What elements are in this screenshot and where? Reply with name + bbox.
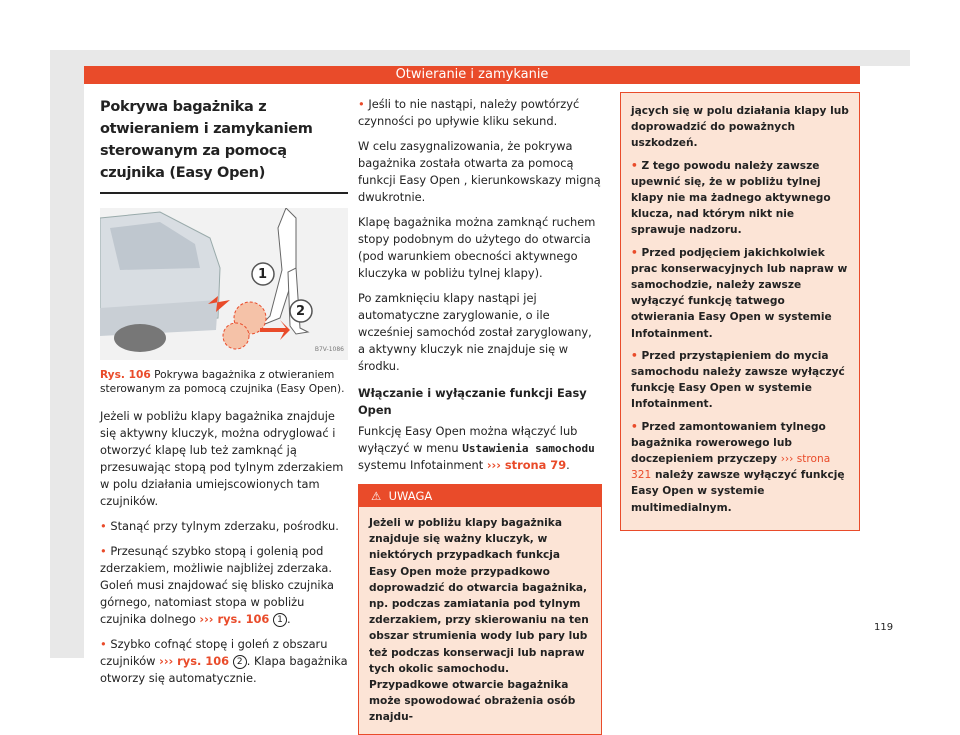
bullet-dot: • [631,246,638,259]
warning-continuation [620,92,860,531]
bullet-dot: • [631,159,638,172]
warning-box [358,484,602,735]
list-item [100,636,348,687]
callout-number: 1 [273,613,287,627]
list-item-text: . Klapa bagażnika otworzy się automatycznie. [100,654,348,685]
callout-number: 2 [233,655,247,669]
warning-list-item [631,348,849,413]
column-1 [100,96,348,695]
paragraph: Klapę bagażnika można zamknąć ruchem stopy podobnym do użytego do otwarcia (pod warunkiem obecności aktywnego kluczyka w pobliżu tylnej klapy). [358,215,596,280]
warning-list-text: należy zawsze wyłączyć funkcję Easy Open w systemie multimedialnym. [631,469,845,514]
paragraph-text: Funkcję Easy Open można włączyć lub wyłączyć w menu [358,424,578,455]
chapter-header: Otwieranie i zamykanie [84,66,860,84]
warning-text: Jeżeli w pobliżu klapy bagażnika znajduje się ważny kluczyk, w niektórych przypadkach funkcja Easy Open może przypadkowo doprowadzić do otwarcia bagażnika, np. podczas zamiatania pod tylnym zderzakiem, przy skierowaniu na ten obszar strumienia wody lub pary lub też podczas konserwacji lub napraw tych okolic samochodu. Przypadkowe otwarcie bagażnika może spowodować obrażenia osób znajdu- [359,507,601,734]
list-item-text: Stanąć przy tylnym zderzaku, pośrodku. [110,519,339,533]
intro-paragraph: Jeżeli w pobliżu klapy bagażnika znajduje się aktywny kluczyk, można odryglować i otworzyć klapę lub też zamknąć ją przesuwając stopą pod tylnym zderzakiem w polu działania umiejscowionych tam czujników. [100,409,344,508]
paragraph: W celu zasygnalizowania, że pokrywa bagażnika została otwarta za pomocą funkcji Easy Open , kierunkowskazy migną dwukrotnie. [358,139,601,204]
figure-reference-link[interactable]: ››› rys. 106 [199,612,270,626]
figure-caption-label: Rys. 106 [100,369,151,381]
figure-caption-text: Pokrywa bagażnika z otwieraniem sterowanym za pomocą czujnika (Easy Open). [100,369,345,395]
list-item [100,518,348,535]
list-item-text: Przesunąć szybko stopą i golenią pod zderzakiem, możliwie najbliżej zderzaka. Goleń musi znajdować się blisko czujnika górnego, natomiast stopa w pobliżu czujnika dolnego [100,544,334,626]
bullet-dot: • [358,97,365,111]
warning-icon: ⚠ [371,489,382,503]
bullet-dot: • [100,519,107,533]
subheading: Włączanie i wyłączanie funkcji Easy Open [358,386,587,417]
car-trunk-illustration [100,208,348,360]
warning-list-text: Przed podjęciem jakichkolwiek prac konserwacyjnych lub napraw w samochodzie, należy zawsze wyłączyć funkcję tatwego otwierania Easy Open w systemie Infotainment. [631,246,848,340]
callout-2-label: 2 [296,304,306,319]
bullet-dot: • [100,637,107,651]
figure-illustration [100,208,348,360]
warning-list-text: Przed przystąpieniem do mycia samochodu należy zawsze wyłączyć funkcję Easy Open w systemie Infotainment. [631,349,845,411]
list-item-text: Szybko cofnąć stopę i goleń z obszaru czujników [100,637,328,668]
warning-list-text: Z tego powodu należy zawsze upewnić się, że w pobliżu tylnej klapy nie ma żadnego aktywnego klucza, nad którym nikt nie sprawuje nadzoru. [631,159,831,237]
paragraph: Po zamknięciu klapy nastąpi jej automatyczne zaryglowanie, o ile wcześniej samochód został zaryglowany, a aktywny kluczyk nie znajduje się w środku. [358,291,592,373]
bullet-dot: • [631,349,638,362]
figure-caption [100,368,348,396]
bullet-dot: • [631,420,638,433]
section-title: Pokrywa bagażnika z otwieraniem i zamykaniem sterowanym za pomocą czujnika (Easy Open) [100,99,313,181]
bullet-dot: • [100,544,107,558]
column-2 [358,96,602,735]
warning-paragraph: jących się w polu działania klapy lub doprowadzić do poważnych uszkodzeń. [631,105,849,150]
paragraph [358,423,602,474]
page-number: 119 [874,622,894,633]
list-item [358,96,602,130]
warning-title: UWAGA [388,489,433,503]
warning-list-item [631,419,849,516]
warning-list-text: Przed zamontowaniem tylnego bagażnika rowerowego lub doczepieniem przyczepy [631,420,826,466]
callout-1-label: 1 [258,267,268,282]
warning-list-item [631,245,849,342]
warning-header [359,485,601,507]
page-reference-link[interactable]: ››› strona 321 [631,453,831,482]
paragraph-text: . [566,458,570,472]
warning-list-item [631,158,849,239]
list-item: • Przesunąć szybko stopą i golenią pod zderzakiem, możliwie najbliżej zderzaka. Goleń musi znajdować się blisko czujnika górnego, natomiast stopa w pobliżu czujnika dolnego ››› rys. 106 1 . [100,544,334,626]
figure-reference-link[interactable]: ››› rys. 106 [159,654,230,668]
title-rule [100,192,348,194]
page-reference-link[interactable]: ››› strona 79 [486,458,567,472]
figure-code: B7V-1086 [314,346,344,353]
paragraph-text: systemu Infotainment [358,458,484,472]
list-item-text: Jeśli to nie nastąpi, należy powtórzyć czynności po upływie kliku sekund. [358,97,580,128]
menu-path: Ustawienia samochodu [462,442,595,455]
